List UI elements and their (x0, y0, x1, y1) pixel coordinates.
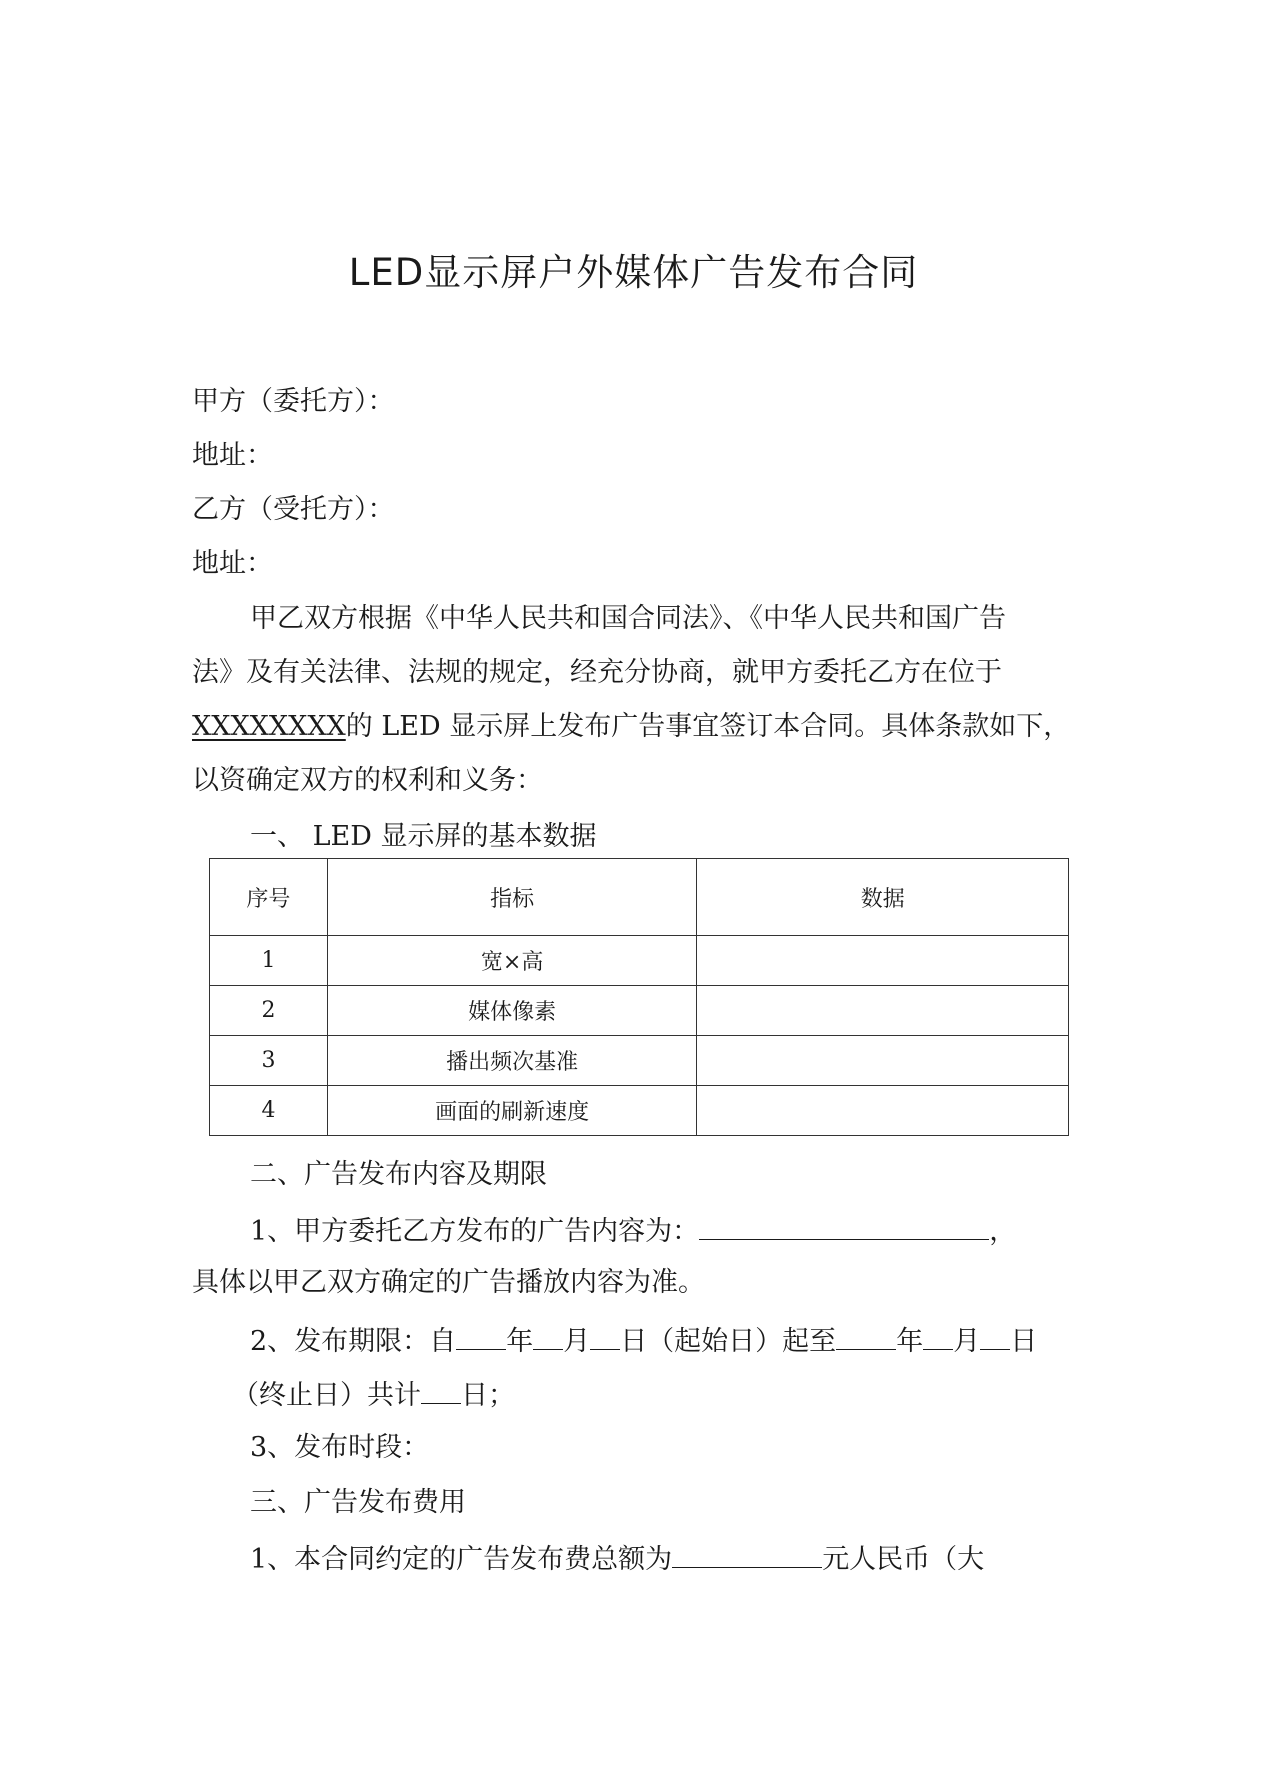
row-value (697, 1036, 1069, 1086)
days-label: 日； (461, 1380, 515, 1411)
row-no: 1 (210, 936, 328, 986)
s2-item-1-comma: ， (989, 1216, 1017, 1247)
s2-item-2-line-1 (250, 1321, 1037, 1360)
section-2-heading: 二、广告发布内容及期限 (250, 1159, 547, 1190)
start-day-label: 日（起始日）起至 (620, 1326, 837, 1357)
s2-item-1-line-2: 具体以甲乙双方确定的广告播放内容为准。 (192, 1267, 705, 1298)
row-value (697, 986, 1069, 1036)
intro-line-3-text: 的 LED 显示屏上发布广告事宜签订本合同。具体条款如下， (345, 711, 1071, 742)
led-spec-table (209, 858, 1069, 1136)
row-metric: 宽×高 (327, 936, 697, 986)
year-label: 年 (506, 1326, 534, 1357)
party-a-address-label: 地址： (192, 440, 273, 471)
table-row (210, 1036, 1069, 1086)
row-value (697, 936, 1069, 986)
header-value: 数据 (697, 859, 1069, 936)
header-no: 序号 (210, 859, 328, 936)
table-header-row (210, 859, 1069, 936)
end-year-blank (836, 1321, 896, 1350)
table-row (210, 936, 1069, 986)
row-value (697, 1086, 1069, 1136)
location-placeholder: XXXXXXXX (192, 711, 346, 742)
month-label: 月 (563, 1326, 591, 1357)
intro-line-1: 甲乙双方根据《中华人民共和国合同法》、《中华人民共和国广告 (250, 603, 1006, 634)
period-label: 2、发布期限：自 (250, 1326, 457, 1357)
party-b-address-label: 地址： (192, 548, 273, 579)
s2-item-2-line-2 (232, 1375, 515, 1414)
content-blank (699, 1211, 989, 1240)
section-3-heading: 三、广告发布费用 (250, 1487, 466, 1518)
intro-line-3 (192, 709, 1070, 745)
row-no: 2 (210, 986, 328, 1036)
end-date-label: （终止日）共计 (232, 1380, 421, 1411)
document-title: LED显示屏户外媒体广告发布合同 (348, 251, 919, 294)
total-days-blank (421, 1375, 461, 1404)
start-month-blank (533, 1321, 563, 1350)
intro-line-4: 以资确定双方的权利和义务： (192, 765, 543, 796)
party-a-label: 甲方（委托方）： (192, 386, 395, 417)
row-metric: 媒体像素 (327, 986, 697, 1036)
section-1-heading: 一、 LED 显示屏的基本数据 (250, 821, 597, 852)
header-metric: 指标 (327, 859, 697, 936)
s3-item-1 (250, 1539, 984, 1578)
table-row (210, 1086, 1069, 1136)
fee-currency-label: 元人民币（大 (822, 1544, 985, 1575)
s2-item-1-text: 1、甲方委托乙方发布的广告内容为： (250, 1216, 700, 1247)
row-no: 3 (210, 1036, 328, 1086)
fee-label: 1、本合同约定的广告发布费总额为 (250, 1544, 673, 1575)
year-label: 年 (896, 1326, 924, 1357)
party-b-label: 乙方（受托方）： (192, 494, 395, 525)
row-metric: 播出频次基准 (327, 1036, 697, 1086)
row-no: 4 (210, 1086, 328, 1136)
intro-line-2: 法》及有关法律、法规的规定，经充分协商，就甲方委托乙方在位于 (192, 657, 1002, 688)
s2-item-1-line-1 (250, 1211, 1016, 1250)
fee-amount-blank (672, 1539, 822, 1568)
start-year-blank (456, 1321, 506, 1350)
row-metric: 画面的刷新速度 (327, 1086, 697, 1136)
month-label: 月 (953, 1326, 981, 1357)
s2-item-3: 3、发布时段： (250, 1432, 430, 1463)
end-month-blank (923, 1321, 953, 1350)
start-day-blank (590, 1321, 620, 1350)
end-day-blank (980, 1321, 1010, 1350)
table-row (210, 986, 1069, 1036)
day-label: 日 (1010, 1326, 1038, 1357)
